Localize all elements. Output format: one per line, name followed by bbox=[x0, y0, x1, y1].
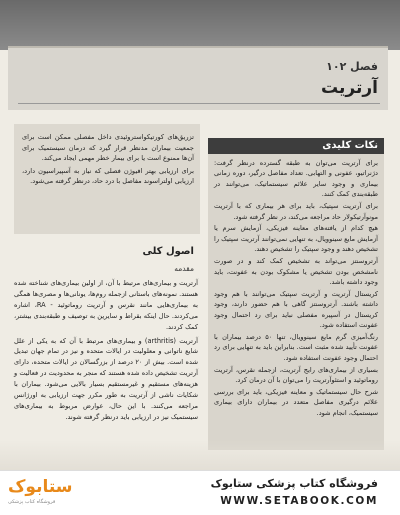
chapter-title: آرتریت bbox=[321, 78, 378, 98]
key-point-item: رنگ‌آمیزی گرم مایع سینوویال، تنها ۵۰ درصد بیماران با عفونت تأیید شده مثبت است. بنابراین باید به تنهایی برای رد احتمال وجود عفونت استفاده شود. bbox=[214, 333, 378, 362]
tips-box bbox=[14, 124, 200, 234]
section-subtitle: مقدمه bbox=[174, 264, 194, 273]
key-point-item: برای آرتریت سپتیک، باید برای هر بیماری که با آرتریت مونوآرتیکولار حاد مراجعه می‌کند، در نظر گرفته شود. bbox=[214, 202, 378, 221]
key-point-item: برای آرتریت می‌توان به طبقه گسترده درنظر گرفت: دژنراتیو، عفونی و التهابی. تعداد مفاصل درگیر، دوره زمانی بیماری و وجود سایر علائم سیستماتیک، می‌توانند در طبقه‌بندی کمک کنند. bbox=[214, 159, 378, 199]
key-point-item: آرتروسنتز می‌تواند به تشخیص کمک کند و در صورت نامشخص بودن تشخیص یا مشکوک بودن به عفونت، باید وجود داشته باشد. bbox=[214, 257, 378, 286]
key-points-box bbox=[208, 138, 384, 450]
section-body bbox=[14, 278, 198, 426]
store-footer bbox=[0, 470, 400, 515]
header-divider bbox=[18, 103, 380, 104]
tip-item: تزریق‌های کورتیکواستروئیدی داخل مفصلی ممکن است برای جمعیت بیماران مدنظر قرار گیرد که درمان سیستمیک برای آن‌ها ممنوع است یا برای بیمار خطر مهمی ایجاد می‌کند. bbox=[22, 133, 194, 163]
body-paragraph: آرتریت (arthritis) و بیماری‌های مرتبط با آن که به یکی از علل شایع ناتوانی و معلولیت در ایالات متحده و نیز در تمام جهان تبدیل شده است. بیش از ۲۰ درصد از بزرگسالان در ایالات متحده، دارای آرتریت تشخیص داده شده هستند که منجر به محدودیت در فعالیت و هزینه‌های مستقیم و غیرمستقیم بسیار بالایی می‌شود. بیماران با شکایات ناشی از آرتریت به طور مکرر جهت ارزیابی به اورژانس مراجعه می‌کنند. با این حال، عوارض مربوط به بیماری‌های سیستمیک نیز در ارزیابی باید درنظر گرفته شوند. bbox=[14, 336, 198, 421]
tips-text bbox=[22, 132, 194, 189]
chapter-label: فصل ۱۰۲ bbox=[326, 60, 378, 73]
key-point-item: شرح حال سیستماتیک و معاینه فیزیکی، باید برای بررسی علائم درگیری مفاصل متعدد در بیماران دارای بیماری سیستمیک، انجام شود. bbox=[214, 388, 378, 417]
page-bottom-fade bbox=[0, 440, 400, 470]
key-points-list bbox=[214, 158, 378, 420]
body-paragraph: آرتریت و بیماری‌های مرتبط با آن، از اولین بیماری‌های شناخته شده هستند. نمونه‌های باستانی ازجمله روم‌ها، یونانی‌ها و مصری‌ها همگی به بیماری‌هایی مانند نقرس و آرتریت روماتوئید - RA، اشاره می‌کردند. حال اینکه بقراط و سایرین به توصیف و طبقه‌بندی بیشتر، کمک کردند. bbox=[14, 279, 198, 331]
tip-item: برای ارزیابی بهتر افیوژن فصلی که نیاز به آسپیراسیون دارد، ارزیابی اولتراسوند مفاصل با درد حاد، درنظر گرفته می‌شود. bbox=[22, 166, 194, 186]
page-top-shadow bbox=[0, 0, 400, 50]
logo-wordmark: ستابوک bbox=[8, 477, 73, 497]
logo-tagline: فروشگاه کتاب پزشکی bbox=[8, 499, 56, 505]
key-point-item: هیچ کدام از یافته‌های معاینه فیزیکی، آزمایش سرم یا آزمایش مایع سینوویال، به تنهایی نمی‌توانند آرتریت سپتیک را تشخیص دهند و وجود سپتیک را تشخیص دهند. bbox=[214, 224, 378, 254]
key-points-heading: نکات کلیدی bbox=[208, 138, 384, 154]
store-url-link[interactable]: WWW.SETABOOK.COM bbox=[220, 495, 378, 507]
store-name: فروشگاه کتاب پزشکی ستابوک bbox=[210, 477, 378, 490]
key-point-item: کریستال آرتریت و آرتریت سپتیک می‌توانند با هم وجود داشته باشند. آرتروسنتز گاهی با هم حضور دارند، وجود کریستال در آسپیره مفصلی نباید برای رد احتمال وجود عفونت استفاده شود. bbox=[214, 289, 378, 330]
section-title: اصول کلی bbox=[142, 246, 194, 257]
key-point-item: بسیاری از بیماری‌های رایج آرتریت، ازجمله نقرس، آرتریت روماتوئید و استئوآرتریت را می‌توان با آن درمان کرد. bbox=[214, 365, 378, 385]
store-logo[interactable] bbox=[8, 477, 72, 509]
